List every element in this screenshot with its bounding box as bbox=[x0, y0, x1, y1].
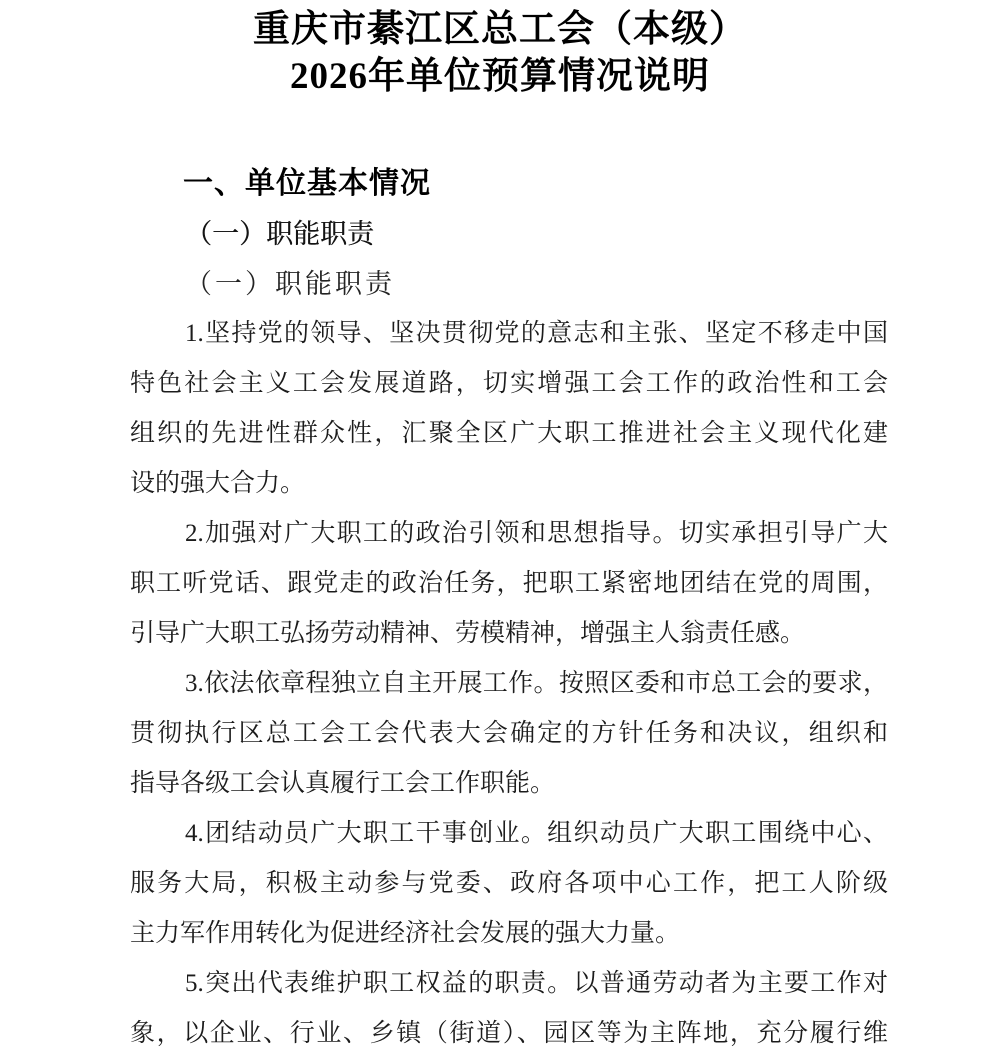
section-heading: 一、单位基本情况 bbox=[183, 167, 431, 200]
sub-heading-1: （一）职能职责 bbox=[185, 219, 374, 249]
text-line: 主力军作用转化为促进经济社会发展的强大力量。 bbox=[130, 920, 681, 947]
paragraph-4 bbox=[130, 809, 888, 959]
text-line: 象，以企业、行业、乡镇（街道）、园区等为主阵地，充分履行维 bbox=[130, 1020, 888, 1047]
paragraph-3 bbox=[130, 659, 888, 809]
text-line: 特色社会主义工会发展道路，切实增强工会工作的政治性和工会 bbox=[130, 370, 888, 397]
text-line: 服务大局，积极主动参与党委、政府各项中心工作，把工人阶级 bbox=[130, 870, 888, 897]
text-line: 2.加强对广大职工的政治引领和思想指导。切实承担引导广大 bbox=[185, 520, 888, 547]
text-line: 设的强大合力。 bbox=[130, 470, 306, 497]
document-title-line-1: 重庆市綦江区总工会（本级） bbox=[253, 9, 747, 50]
text-line: 1.坚持党的领导、坚决贯彻党的意志和主张、坚定不移走中国 bbox=[185, 320, 888, 347]
document-body bbox=[130, 159, 888, 1059]
text-line: 贯彻执行区总工会工会代表大会确定的方针任务和决议，组织和 bbox=[130, 720, 888, 747]
text-line: 引导广大职工弘扬劳动精神、劳模精神，增强主人翁责任感。 bbox=[130, 620, 806, 647]
text-line: 5.突出代表维护职工权益的职责。以普通劳动者为主要工作对 bbox=[185, 970, 888, 997]
paragraph-2 bbox=[130, 509, 888, 659]
document-title bbox=[0, 0, 1000, 100]
text-line: 组织的先进性群众性，汇聚全区广大职工推进社会主义现代化建 bbox=[130, 420, 888, 447]
text-line: 指导各级工会认真履行工会工作职能。 bbox=[130, 770, 556, 797]
document-title-line-2: 2026年单位预算情况说明 bbox=[290, 56, 710, 97]
text-line: 3.依法依章程独立自主开展工作。按照区委和市总工会的要求， bbox=[185, 670, 888, 697]
paragraph-5 bbox=[130, 959, 888, 1059]
text-line: 4.团结动员广大职工干事创业。组织动员广大职工围绕中心、 bbox=[185, 820, 888, 847]
paragraph-1 bbox=[130, 309, 888, 509]
sub-heading-2: （一）职能职责 bbox=[185, 269, 395, 299]
text-line: 职工听党话、跟党走的政治任务，把职工紧密地团结在党的周围， bbox=[130, 570, 888, 597]
